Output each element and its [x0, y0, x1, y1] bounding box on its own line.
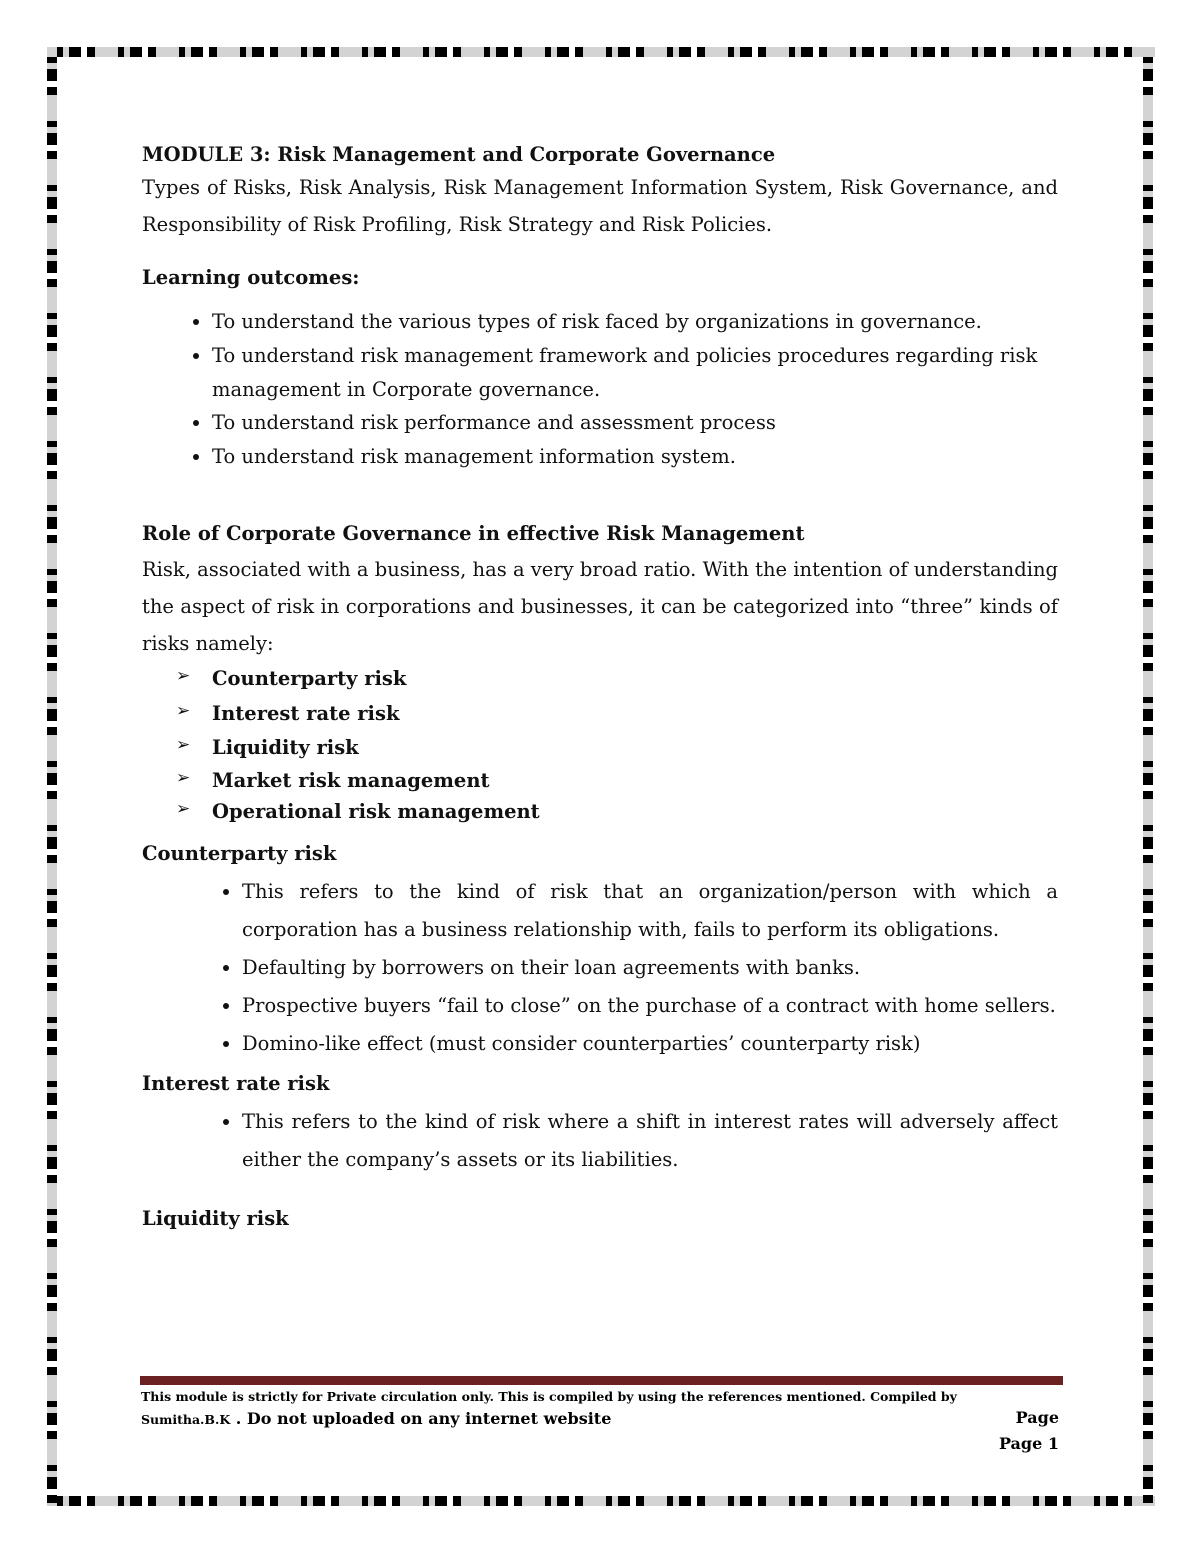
page-border-top — [47, 47, 1155, 57]
list-item: • To understand risk performance and assessment process — [212, 406, 1058, 440]
list-item: • To understand risk management framework and policies procedures regarding risk management in Corporate governance. — [212, 339, 1058, 406]
footer-page-label: Page — [1015, 1408, 1059, 1427]
list-item: • Defaulting by borrowers on their loan agreements with banks. — [242, 949, 1058, 987]
risk-type-item: ➢ Market risk management — [176, 765, 1058, 796]
arrow-bullet-icon: ➢ — [176, 734, 191, 755]
footer-notice: This module is strictly for Private circulation only. This is compiled by using the references mentioned. Compiled by — [141, 1389, 957, 1404]
module-topics: Types of Risks, Risk Analysis, Risk Management Information System, Risk Governance, and Responsibility of Risk Profiling, Risk Strategy and Risk Policies. — [142, 176, 1058, 237]
arrow-bullet-icon: ➢ — [176, 767, 191, 788]
risk-type-item: ➢ Liquidity risk — [176, 731, 1058, 765]
page-border-right — [1143, 47, 1153, 1506]
interest-rate-list — [142, 1103, 1058, 1179]
liquidity-heading: Liquidity risk — [142, 1206, 289, 1230]
module-title: MODULE 3: Risk Management and Corporate Governance — [142, 143, 776, 166]
learning-outcomes-heading: Learning outcomes: — [142, 266, 360, 290]
role-section-heading: Role of Corporate Governance in effective Risk Management — [142, 522, 805, 546]
page-number: Page 1 — [998, 1434, 1059, 1453]
footer-divider — [140, 1376, 1063, 1385]
risk-type-item: ➢ Interest rate risk — [176, 697, 1058, 731]
document-body — [142, 140, 1058, 1236]
list-item: • Domino-like effect (must consider counterparties’ counterparty risk) — [242, 1025, 1058, 1063]
footer-notice-line2: Sumitha.B.K . Do not uploaded on any internet website — [141, 1409, 612, 1428]
risk-type-item: ➢ Counterparty risk — [176, 662, 1058, 696]
list-item: • This refers to the kind of risk that an organization/person with which a corporation has a business relationship with, fails to perform its obligations. — [242, 873, 1058, 949]
page-footer — [141, 1388, 1061, 1453]
interest-rate-heading: Interest rate risk — [142, 1072, 330, 1096]
list-item: • To understand the various types of risk faced by organizations in governance. — [212, 305, 1058, 339]
risk-type-item: ➢ Operational risk management — [176, 796, 1058, 827]
arrow-bullet-icon: ➢ — [176, 666, 191, 687]
list-item: • This refers to the kind of risk where a shift in interest rates will adversely affect either the company’s assets or its liabilities. — [242, 1103, 1058, 1179]
page-border-bottom — [47, 1496, 1155, 1506]
counterparty-list — [142, 873, 1058, 1063]
footer-author: Sumitha.B.K — [141, 1412, 231, 1427]
learning-outcomes-list — [142, 305, 1058, 473]
counterparty-heading: Counterparty risk — [142, 842, 337, 866]
arrow-bullet-icon: ➢ — [176, 700, 191, 721]
list-item: • Prospective buyers “fail to close” on the purchase of a contract with home sellers. — [242, 987, 1058, 1025]
role-section-body: Risk, associated with a business, has a very broad ratio. With the intention of understanding the aspect of risk in corporations and businesses, it can be categorized into “three” kinds of risks namely: — [142, 558, 1058, 656]
arrow-bullet-icon: ➢ — [176, 798, 191, 819]
list-item: • To understand risk management information system. — [212, 440, 1058, 474]
page-border-left — [47, 47, 57, 1506]
risk-types-list — [142, 662, 1058, 827]
